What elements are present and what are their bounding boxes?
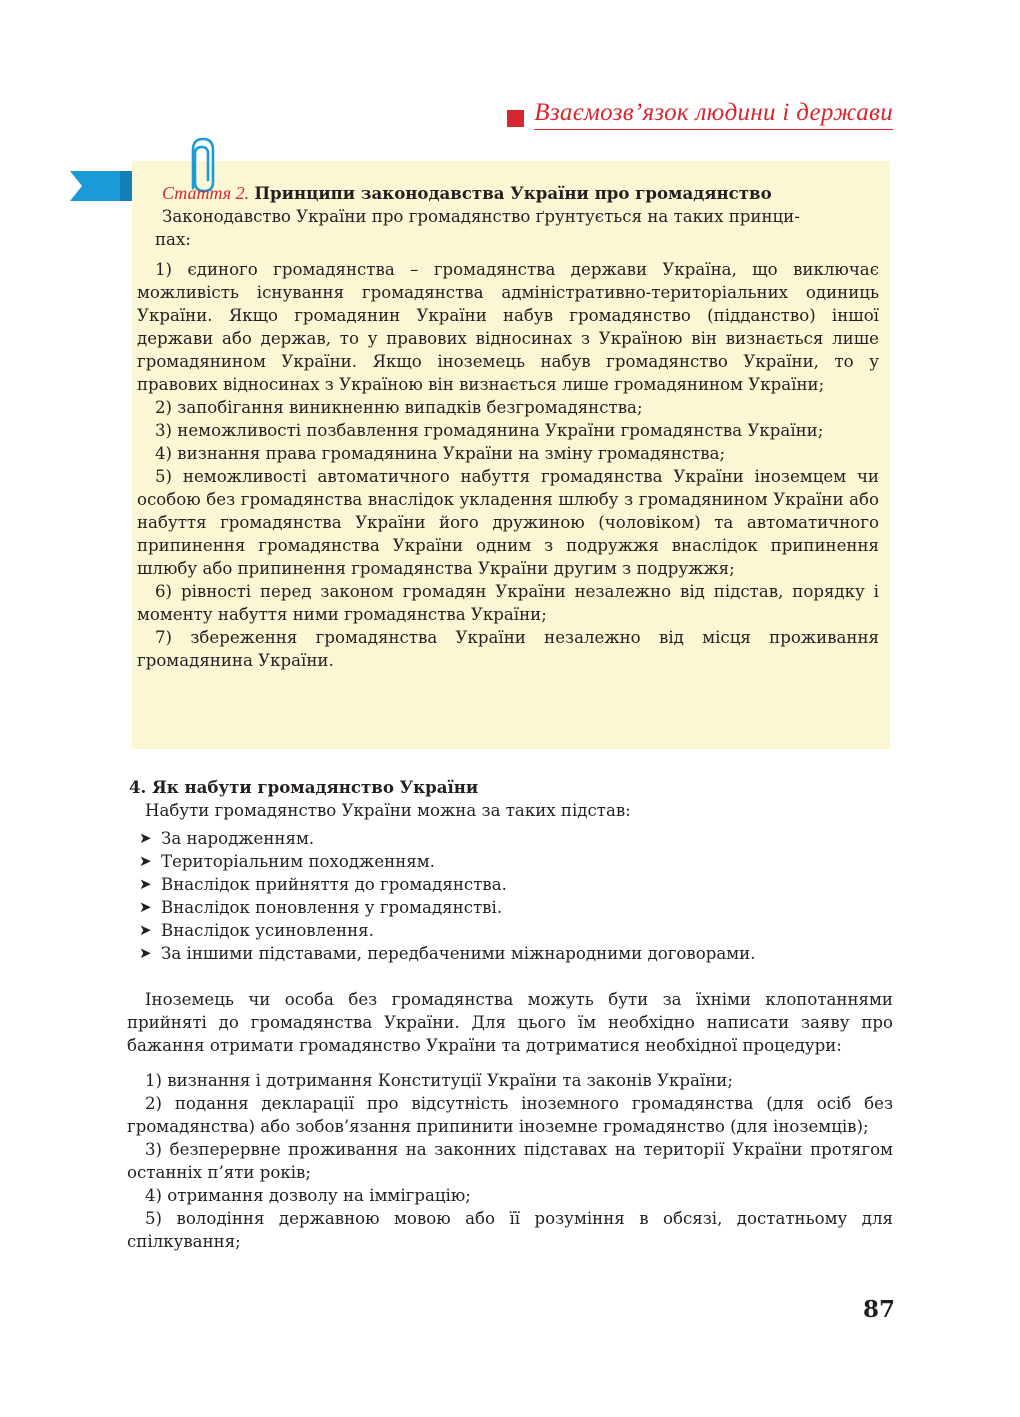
article-heading	[137, 182, 879, 205]
arrowhead-bullet-icon: ➤	[139, 875, 152, 893]
naturalization-paragraph: Іноземець чи особа без громадянства можуть бути за їхніми клопотаннями прийняті до громадянства України. Для цього їм необхідно написати заяву про бажання отримати громадянство України та дотриматися необхідної процедури:	[127, 990, 893, 1055]
list-item: ➤ Територіальним походженням.	[139, 852, 435, 871]
procedure-step-5: 5) володіння державною мовою або її розуміння в обсязі, достатньому для спілкування;	[127, 1209, 893, 1251]
list-item: ➤ За народженням.	[139, 829, 315, 848]
article-text	[137, 182, 879, 672]
list-item: ➤ Внаслідок усиновлення.	[139, 921, 374, 940]
article-item-7: 7) збереження громадянства України незалежно від місця проживання громадянина України.	[137, 628, 879, 670]
chapter-title: Взаємозв’язок людини і держави	[534, 98, 893, 130]
article-item-1: 1) єдиного громадянства – громадянства держави Україна, що виключає можливість існування громадянства адміністративно-територіальних одиниць України. Якщо громадянин України набув громадянство (підданство) іншої держави або держав, то у правових відносинах з Україною він визнається лише громадянином України. Якщо іноземець набув громадянство України, то у правових відносинах з Україною він визнається лише громадянином України;	[137, 260, 879, 394]
article-title: Принципи законодавства України про громадянство	[254, 183, 772, 203]
arrowhead-bullet-icon: ➤	[139, 898, 152, 916]
section-heading: 4. Як набути громадянство України	[129, 777, 479, 797]
article-item-3: 3) неможливості позбавлення громадянина України громадянства України;	[155, 421, 824, 440]
article-item-6: 6) рівності перед законом громадян України незалежно від підстав, порядку і моменту набуття ними громадянства України;	[137, 582, 879, 624]
page-number: 87	[862, 1296, 895, 1323]
procedure-step-3: 3) безперервне проживання на законних підставах на території України протягом останніх п’яти років;	[127, 1140, 893, 1182]
section-body	[127, 776, 893, 1253]
article-item-2: 2) запобігання виникненню випадків безгромадянства;	[155, 398, 643, 417]
procedure-step-4: 4) отримання дозволу на імміграцію;	[145, 1186, 471, 1205]
article-item-4: 4) визнання права громадянина України на зміну громадянства;	[155, 444, 726, 463]
list-item: ➤ Внаслідок поновлення у громадянстві.	[139, 898, 503, 917]
list-item: ➤ Внаслідок прийняття до громадянства.	[139, 875, 507, 894]
procedure-step-1: 1) визнання і дотримання Конституції України та законів України;	[145, 1071, 733, 1090]
section-lead: Набути громадянство України можна за таких підстав:	[145, 801, 631, 820]
article-item-5: 5) неможливості автоматичного набуття громадянства України іноземцем чи особою без громадянства внаслідок укладення шлюбу з громадянином України або набуття громадянства України його дружиною (чоловіком) та автоматичного припинення громадянства України одним з подружжя внаслідок припинення шлюбу або припинення громадянства України другим з подружжя;	[137, 467, 879, 578]
arrowhead-bullet-icon: ➤	[139, 921, 152, 939]
arrowhead-bullet-icon: ➤	[139, 944, 152, 962]
list-item: ➤ За іншими підставами, передбаченими міжнародними договорами.	[139, 944, 756, 963]
arrowhead-bullet-icon: ➤	[139, 852, 152, 870]
procedure-list	[127, 1069, 893, 1253]
bookmark-ribbon-icon	[70, 171, 132, 201]
grounds-list	[127, 827, 893, 965]
header-square-icon	[507, 110, 524, 127]
procedure-step-2: 2) подання декларації про відсутність іноземного громадянства (для осіб без громадянства) або зобов’язання припинити іноземне громадянство (для іноземців);	[127, 1094, 893, 1136]
arrowhead-bullet-icon: ➤	[139, 829, 152, 847]
chapter-header	[507, 96, 893, 130]
article-number: Стаття 2.	[162, 183, 250, 203]
article-intro: Законодавство України про громадянство ґрунтується на таких принци- пах:	[155, 207, 800, 249]
